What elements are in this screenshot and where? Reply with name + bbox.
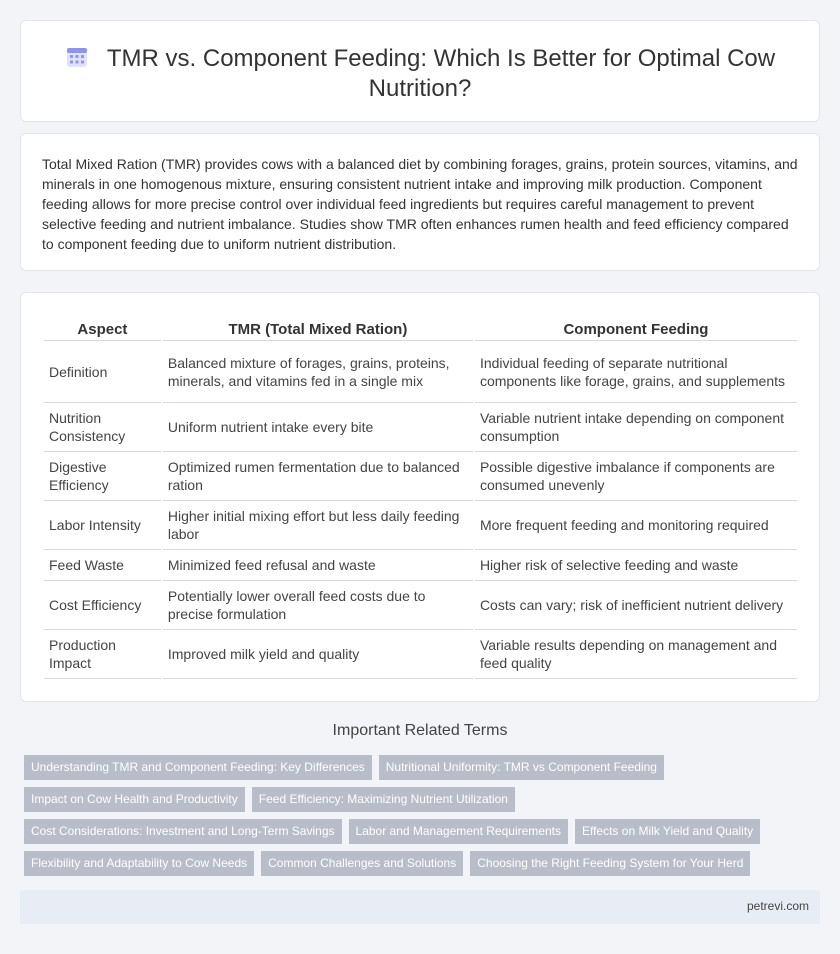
related-tag[interactable]: Understanding TMR and Component Feeding: Key Differences [24, 755, 372, 780]
related-tag[interactable]: Common Challenges and Solutions [261, 851, 463, 876]
related-terms-title: Important Related Terms [332, 722, 508, 739]
related-tag[interactable]: Cost Considerations: Investment and Long-Term Savings [24, 819, 342, 844]
table-row [44, 550, 797, 581]
related-tag[interactable]: Impact on Cow Health and Productivity [24, 787, 245, 812]
cell-component: Variable nutrient intake depending on component consumption [475, 403, 797, 452]
cell-component: More frequent feeding and monitoring required [475, 501, 797, 550]
footer [20, 890, 820, 924]
related-tag[interactable]: Effects on Milk Yield and Quality [575, 819, 760, 844]
tag-row [24, 787, 816, 812]
footer-site-link[interactable]: petrevi.com [746, 899, 809, 913]
cell-tmr: Higher initial mixing effort but less daily feeding labor [163, 501, 473, 550]
cell-tmr: Optimized rumen fermentation due to balanced ration [163, 452, 473, 501]
tag-row [24, 851, 816, 876]
header-aspect: Aspect [44, 313, 161, 341]
cell-aspect: Production Impact [44, 630, 161, 679]
cell-aspect: Digestive Efficiency [44, 452, 161, 501]
cell-component: Individual feeding of separate nutritional components like forage, grains, and supplements [475, 341, 797, 403]
table-row [44, 581, 797, 630]
calendar-grid-icon [65, 45, 89, 69]
tag-row [24, 755, 816, 780]
intro-card [20, 133, 820, 271]
cell-tmr: Improved milk yield and quality [163, 630, 473, 679]
cell-aspect: Labor Intensity [44, 501, 161, 550]
cell-tmr: Potentially lower overall feed costs due to precise formulation [163, 581, 473, 630]
related-tag[interactable]: Nutritional Uniformity: TMR vs Component Feeding [379, 755, 664, 780]
table-header-row [44, 313, 797, 341]
related-tag[interactable]: Labor and Management Requirements [349, 819, 568, 844]
title-card [20, 20, 820, 122]
cell-aspect: Feed Waste [44, 550, 161, 581]
header-component: Component Feeding [475, 313, 797, 341]
cell-aspect: Nutrition Consistency [44, 403, 161, 452]
cell-aspect: Definition [44, 341, 161, 403]
cell-component: Variable results depending on management and feed quality [475, 630, 797, 679]
cell-tmr: Uniform nutrient intake every bite [163, 403, 473, 452]
table-row [44, 452, 797, 501]
cell-component: Higher risk of selective feeding and waste [475, 550, 797, 581]
related-terms-list [24, 755, 816, 883]
page-title: TMR vs. Component Feeding: Which Is Better for Optimal Cow Nutrition? [106, 45, 776, 102]
related-tag[interactable]: Flexibility and Adaptability to Cow Needs [24, 851, 254, 876]
table-row [44, 403, 797, 452]
table-row [44, 341, 797, 403]
intro-paragraph: Total Mixed Ration (TMR) provides cows with a balanced diet by combining forages, grains, protein sources, vitamins, and minerals in one homogenous mixture, ensuring consistent nutrient intake and improving milk production. Component feeding allows for more precise control over individual feed ingredients but requires careful management to prevent selective feeding and nutrient imbalance. Studies show TMR often enhances rumen health and feed efficiency compared to component feeding due to uniform nutrient distribution. [42, 156, 798, 252]
related-tag[interactable]: Choosing the Right Feeding System for Your Herd [470, 851, 750, 876]
cell-tmr: Balanced mixture of forages, grains, proteins, minerals, and vitamins fed in a single mix [163, 341, 473, 403]
comparison-table [42, 313, 799, 679]
header-tmr: TMR (Total Mixed Ration) [163, 313, 473, 341]
cell-component: Possible digestive imbalance if components are consumed unevenly [475, 452, 797, 501]
cell-component: Costs can vary; risk of inefficient nutrient delivery [475, 581, 797, 630]
page-title-wrap [21, 44, 819, 104]
table-row [44, 501, 797, 550]
table-row [44, 630, 797, 679]
comparison-table-card [20, 292, 820, 702]
related-tag[interactable]: Feed Efficiency: Maximizing Nutrient Utilization [252, 787, 515, 812]
cell-tmr: Minimized feed refusal and waste [163, 550, 473, 581]
tag-row [24, 819, 816, 844]
cell-aspect: Cost Efficiency [44, 581, 161, 630]
